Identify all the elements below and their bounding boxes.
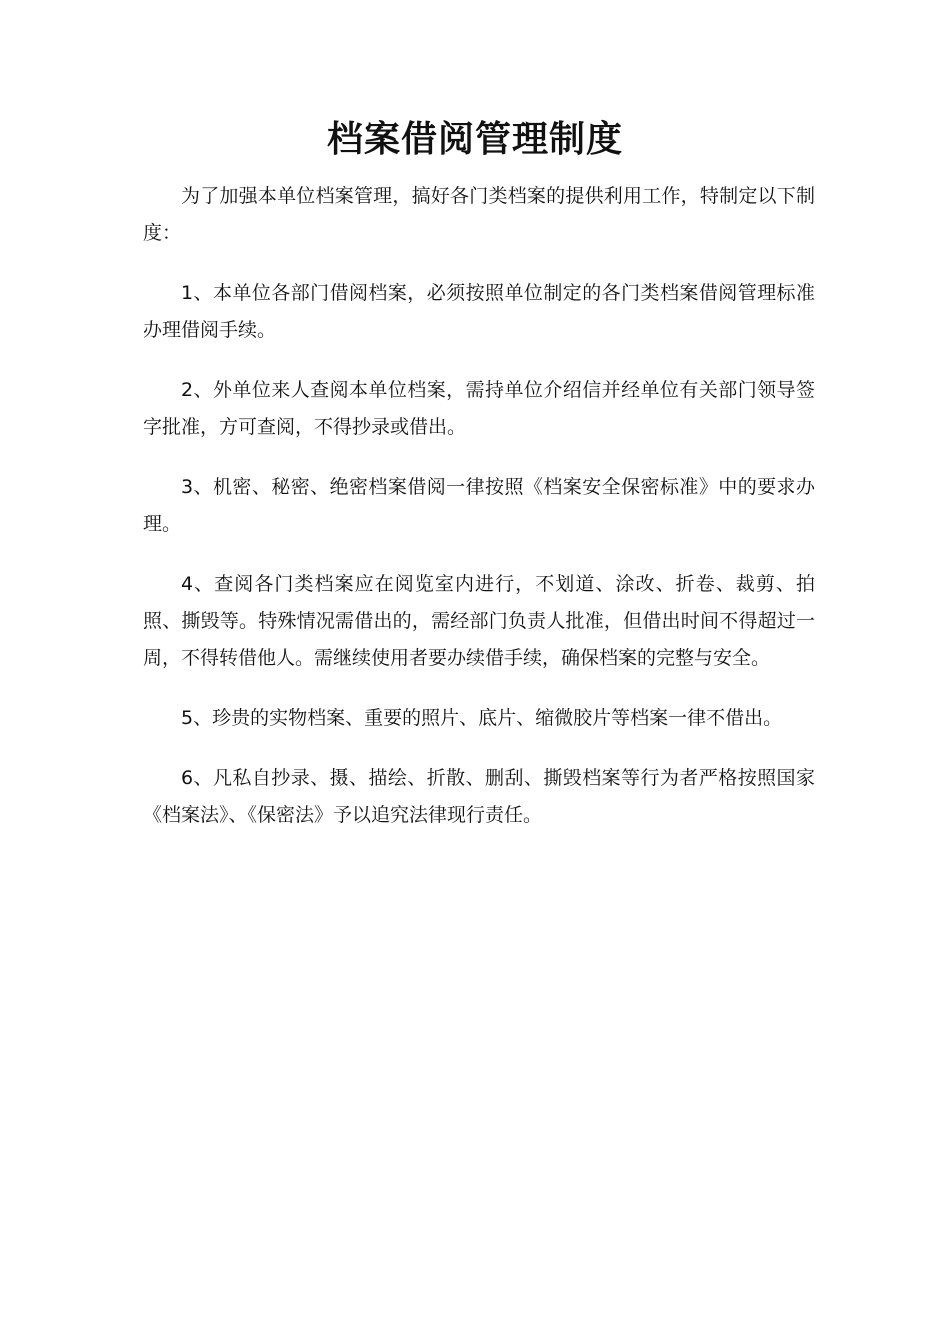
rule-3-paragraph: 3、机密、秘密、绝密档案借阅一律按照《档案安全保密标准》中的要求办理。 [143, 476, 815, 535]
rule-4-paragraph: 4、查阅各门类档案应在阅览室内进行，不划道、涂改、折卷、裁剪、拍照、撕毁等。特殊情况需借出的，需经部门负责人批准，但借出时间不得超过一周，不得转借他人。需继续使用者要办续借手续，确保档案的完整与安全。 [143, 573, 815, 669]
intro-paragraph: 为了加强本单位档案管理，搞好各门类档案的提供利用工作，特制定以下制度： [143, 185, 815, 244]
rule-6-paragraph: 6、凡私自抄录、摄、描绘、折散、删刮、撕毁档案等行为者严格按照国家《档案法》、《保密法》予以追究法律现行责任。 [143, 767, 815, 826]
rule-5-paragraph: 5、珍贵的实物档案、重要的照片、底片、缩微胶片等档案一律不借出。 [181, 707, 783, 729]
rule-1-paragraph: 1、本单位各部门借阅档案，必须按照单位制定的各门类档案借阅管理标准办理借阅手续。 [143, 282, 815, 341]
document-body [143, 178, 815, 857]
document-title: 档案借阅管理制度 [326, 119, 623, 160]
rule-2-paragraph: 2、外单位来人查阅本单位档案，需持单位介绍信并经单位有关部门领导签字批准，方可查阅，不得抄录或借出。 [143, 379, 815, 438]
